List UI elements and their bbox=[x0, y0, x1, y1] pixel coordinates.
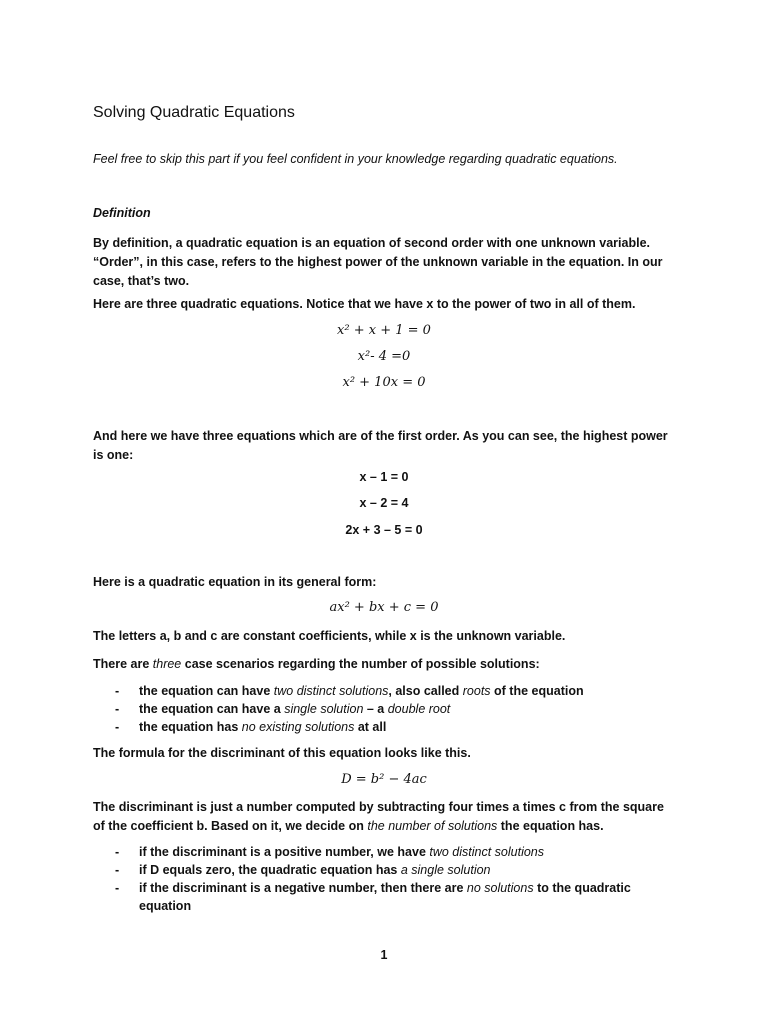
quadratic-example-2 bbox=[0, 348, 768, 364]
coefficients-text-3: is the unknown variable. bbox=[416, 629, 566, 643]
discriminant-cases-list bbox=[115, 843, 675, 915]
definition-heading: Definition bbox=[93, 206, 151, 220]
page-number: 1 bbox=[380, 948, 388, 962]
quadratic-example-2-text: x²- 4 =0 bbox=[357, 349, 411, 364]
general-form-text: ax² + bx + c = 0 bbox=[329, 600, 439, 615]
discriminant-formula bbox=[0, 771, 768, 787]
first-order-example-1: x – 1 = 0 bbox=[359, 470, 409, 484]
scenarios-text-2: case scenarios regarding the number of possible solutions: bbox=[181, 657, 540, 671]
discriminant-intro: The formula for the discriminant of this equation looks like this. bbox=[93, 746, 471, 760]
discriminant-paragraph bbox=[93, 798, 673, 836]
discriminant-emphasis: the number of solutions bbox=[367, 819, 498, 833]
list-item: - if the discriminant is a positive number, we have two distinct solutions bbox=[115, 845, 545, 859]
list-item: - if the discriminant is a negative number, then there are no solutions to the quadratic equation bbox=[115, 881, 631, 913]
scenarios-paragraph bbox=[93, 655, 673, 674]
first-order-intro: And here we have three equations which are of the first order. As you can see, the highest power is one: bbox=[93, 429, 668, 462]
list-item: - the equation can have two distinct solutions, also called roots of the equation bbox=[115, 684, 584, 698]
definition-paragraph: By definition, a quadratic equation is an equation of second order with one unknown variable. “Order”, in this case, refers to the highest power of the unknown variable in the equation. In our case, that’s two. bbox=[93, 236, 663, 288]
discriminant-formula-text: D = b² − 4ac bbox=[341, 772, 427, 787]
coefficients-paragraph bbox=[93, 627, 673, 646]
coefficients-text-2: and c are constant coefficients, while bbox=[181, 629, 410, 643]
list-item: - if D equals zero, the quadratic equation has a single solution bbox=[115, 863, 491, 877]
quadratic-example-1 bbox=[0, 322, 768, 338]
list-item: - the equation can have a single solution – a double root bbox=[115, 702, 451, 716]
discriminant-text-2: the equation has. bbox=[497, 819, 604, 833]
first-order-example-3: 2x + 3 – 5 = 0 bbox=[345, 523, 423, 537]
coefficients-text-1: The letters bbox=[93, 629, 160, 643]
intro-note: Feel free to skip this part if you feel confident in your knowledge regarding quadratic equations. bbox=[93, 152, 618, 166]
first-order-example-2: x – 2 = 4 bbox=[359, 496, 409, 510]
general-form-intro: Here is a quadratic equation in its general form: bbox=[93, 575, 377, 589]
discriminant-text-1: The discriminant is just a number computed by subtracting four times a times c from the square of the coefficient b. Based on it, we decide on bbox=[93, 800, 664, 833]
quadratic-example-3-text: x² + 10x = 0 bbox=[342, 375, 426, 390]
list-item: - the equation has no existing solutions at all bbox=[115, 720, 387, 734]
quadratic-example-3 bbox=[0, 374, 768, 390]
quadratic-example-1-text: x² + x + 1 = 0 bbox=[337, 323, 431, 338]
scenarios-emphasis: three bbox=[152, 657, 182, 671]
coefficients-ab: a, b bbox=[159, 629, 182, 643]
coefficients-x: x bbox=[409, 629, 417, 643]
scenarios-text-1: There are bbox=[93, 657, 153, 671]
solutions-list bbox=[115, 682, 675, 736]
page-title: Solving Quadratic Equations bbox=[93, 104, 295, 121]
quadratic-examples-intro: Here are three quadratic equations. Notice that we have x to the power of two in all of them. bbox=[93, 297, 636, 311]
general-form-equation bbox=[0, 599, 768, 615]
